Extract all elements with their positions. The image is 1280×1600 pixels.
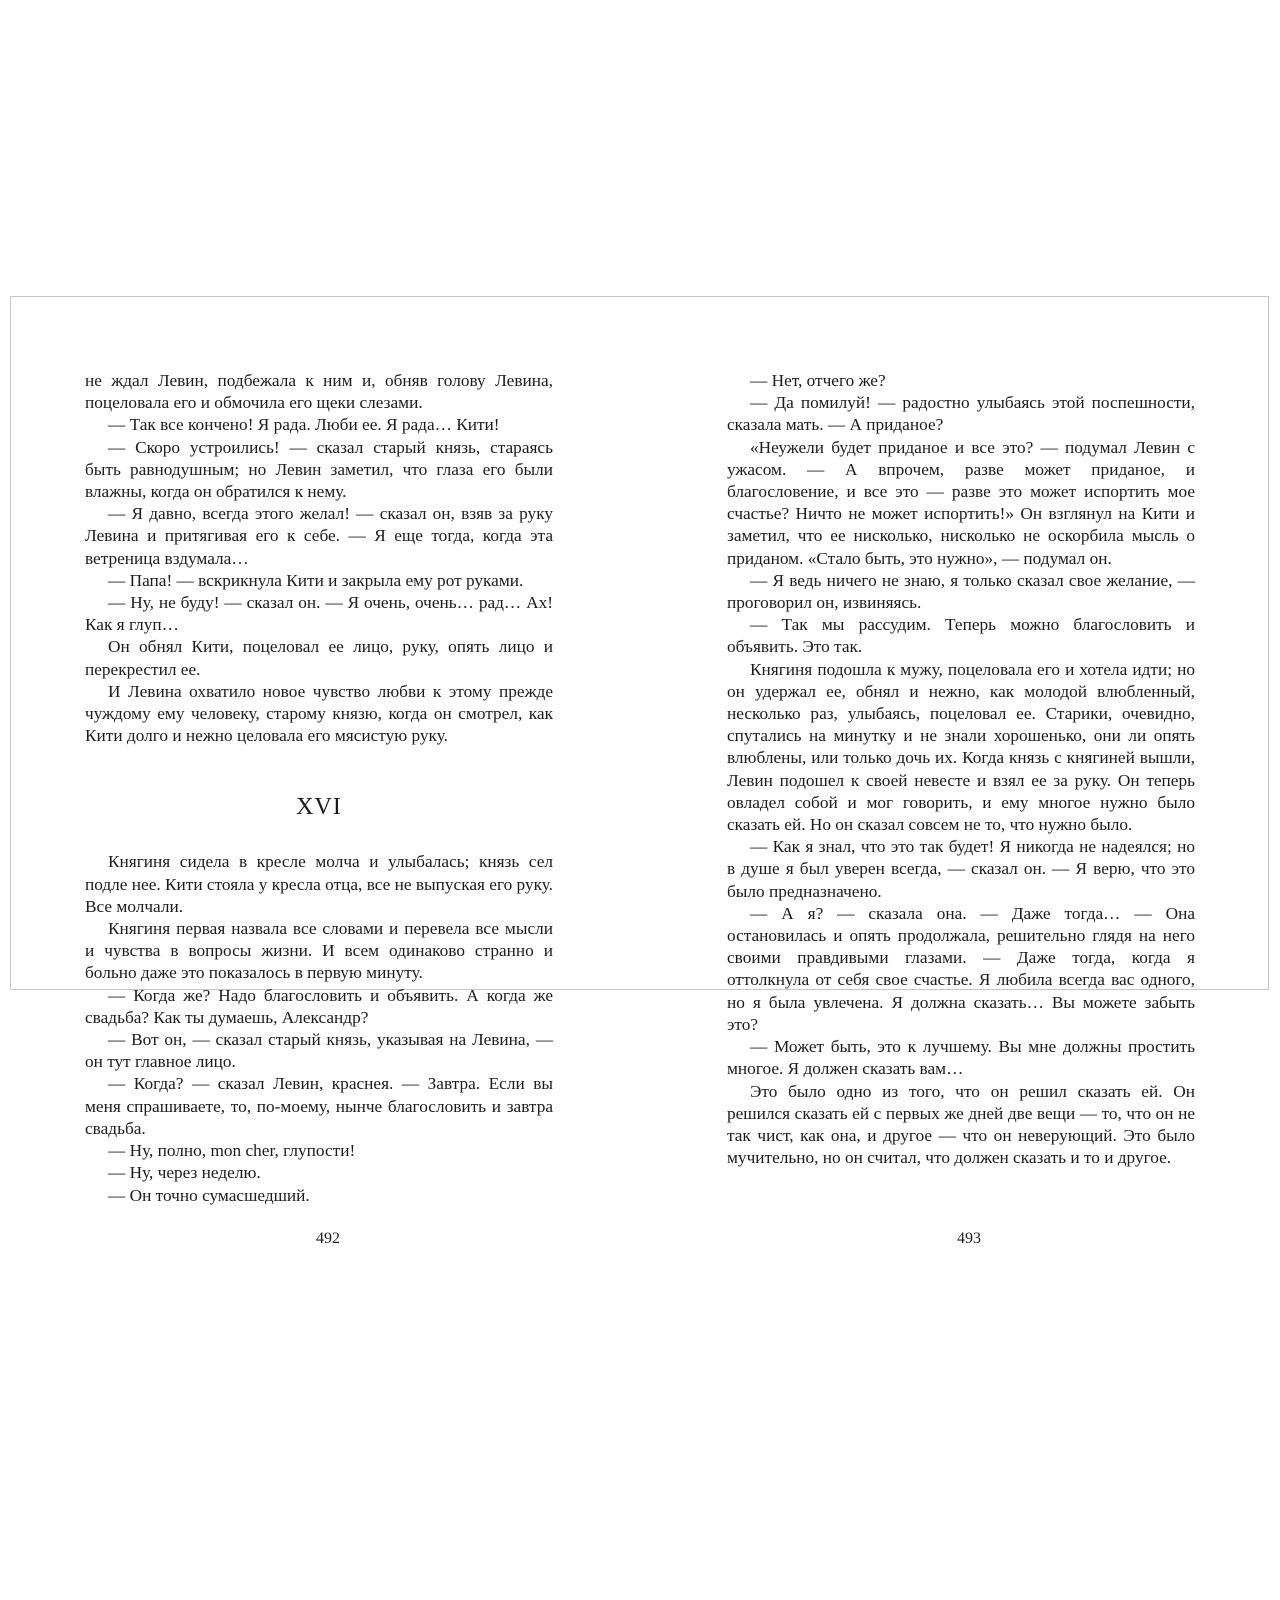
paragraph: Княгиня подошла к мужу, поцеловала его и хотела идти; но он удержал ее, обнял и нежно, как молодой влюбленный, несколько раз, улыбаясь, поцеловал ее. Старики, очевидно, спутались на минутку и не знали хорошенько, они ли опять влюблены, или только дочь их. Когда князь с княгиней вышли, Левин подошел к своей невесте и взял ее за руку. Он теперь овладел собой и мог говорить, и ему многое нужно было сказать ей. Но он сказал совсем не то, что нужно было.	[727, 659, 1195, 835]
paragraph: Он обнял Кити, поцеловал ее лицо, руку, опять лицо и перекрестил ее.	[85, 637, 553, 679]
paragraph: — Ну, через неделю.	[108, 1163, 261, 1183]
paragraph: Княгиня сидела в кресле молча и улыбалась; князь сел подле нее. Кити стояла у кресла отца, все не выпуская его руку. Все молчали.	[85, 852, 553, 916]
paragraph: — Так мы рассудим. Теперь можно благословить и объявить. Это так.	[727, 615, 1195, 657]
paragraph: — Когда же? Надо благословить и объявить. А когда же свадьба? Как ты думаешь, Александр?	[85, 985, 553, 1027]
page-number-right: 493	[957, 1230, 981, 1247]
right-page	[727, 370, 1195, 1169]
paragraph: — Когда? — сказал Левин, краснея. — Завтра. Если вы меня спрашиваете, то, по-моему, нынче благословить и завтра свадьба.	[85, 1074, 553, 1138]
paragraph: — Как я знал, что это так будет! Я никогда не надеялся; но в душе я был уверен всегда, — сказал он. — Я верю, что это было предназначено.	[727, 837, 1195, 901]
paragraph: — Нет, отчего же?	[750, 371, 886, 390]
paragraph: — Может быть, это к лучшему. Вы мне должны простить многое. Я должен сказать вам…	[727, 1037, 1195, 1079]
paragraph: И Левина охватило новое чувство любви к этому прежде чуждому ему человеку, старому князю, когда он смотрел, как Кити долго и нежно целовала его мясистую руку.	[85, 681, 553, 746]
paragraph: — Вот он, — сказал старый князь, указывая на Левина, — он тут главное лицо.	[85, 1030, 553, 1072]
chapter-heading: XVI	[296, 794, 342, 821]
paragraph: — Да помилуй! — радостно улыбаясь этой поспешности, сказала мать. — А приданое?	[727, 393, 1195, 435]
book-spread	[10, 296, 1269, 1247]
paragraph: — Он точно сумасшедший.	[108, 1185, 310, 1205]
paragraph: — Папа! — вскрикнула Кити и закрыла ему рот руками.	[108, 570, 524, 590]
paragraph: — Я давно, всегда этого желал! — сказал он, взяв за руку Левина и притягивая его к себе. — Я еще тогда, когда эта ветреница вздумала…	[85, 504, 553, 568]
paragraph: не ждал Левин, подбежала к ним и, обняв голову Левина, поцеловала его и обмочила его щеки слезами.	[85, 371, 553, 413]
left-page	[85, 370, 553, 1207]
paragraph: — Ну, не буду! — сказал он. — Я очень, очень… рад… Ах! Как я глуп…	[85, 593, 553, 635]
paragraph: — Так все кончено! Я рада. Люби ее. Я рада… Кити!	[108, 415, 500, 435]
paragraph: Это было одно из того, что он решил сказать ей. Он решился сказать ей с первых же дней две вещи — то, что он не так чист, как она, и другое — что он неверующий. Это было мучительно, но он считал, что должен сказать и то и другое.	[727, 1081, 1195, 1168]
page-number-left: 492	[316, 1230, 340, 1247]
paragraph: — А я? — сказала она. — Даже тогда… — Она остановилась и опять продолжала, решительно глядя на него своими правдивыми глазами. — Даже тогда, когда я оттолкнула от себя свое счастье. Я любила всегда вас одного, но я была увлечена. Я должна сказать… Вы можете забыть это?	[727, 903, 1195, 1034]
paragraph: «Неужели будет приданое и все это? — подумал Левин с ужасом. — А впрочем, разве может приданое, и благословение, и все это — разве это может испортить мое счастье? Ничто не может испортить!» Он взглянул на Кити и заметил, что ее нисколько, нисколько не оскорбила мысль о приданом. «Стало быть, это нужно», — подумал он.	[727, 437, 1195, 568]
paragraph: — Скоро устроились! — сказал старый князь, стараясь быть равнодушным; но Левин заметил, что глаза его были влажны, когда он обратился к нему.	[85, 437, 553, 502]
paragraph: — Я ведь ничего не знаю, я только сказал свое желание, — проговорил он, извиняясь.	[727, 570, 1195, 613]
paragraph: Княгиня первая назвала все словами и перевела все мысли и чувства в вопросы жизни. И всем одинаково странно и больно даже это показалось в первую минуту.	[85, 919, 553, 983]
paragraph: — Ну, полно, mon cher, глупости!	[108, 1141, 356, 1161]
